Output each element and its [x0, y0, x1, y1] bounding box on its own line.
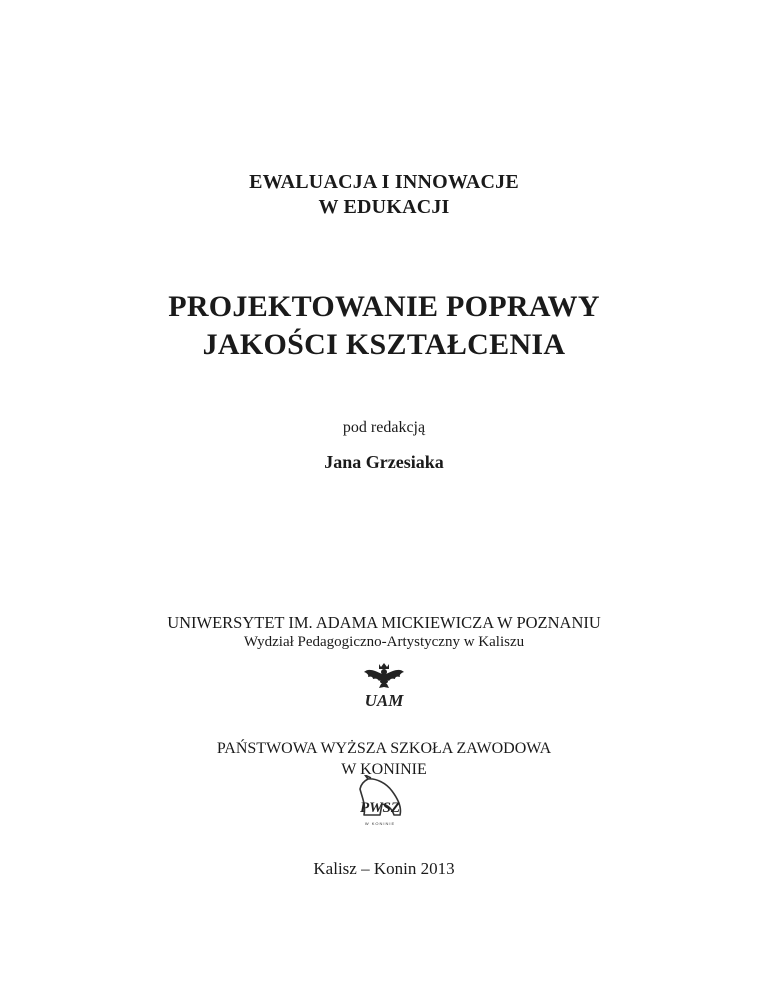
faculty-name: Wydział Pedagogiczno-Artystyczny w Kaliszu [243, 634, 525, 650]
book-title-line-2: JAKOŚCI KSZTAŁCENIA [202, 328, 566, 361]
pwsz-logo-text: PWSZ [359, 800, 401, 816]
uam-eagle-logo-icon [352, 662, 416, 708]
imprint-place-year: Kalisz – Konin 2013 [313, 859, 455, 878]
university-name: UNIWERSYTET IM. ADAMA MICKIEWICZA W POZNANIU [167, 613, 601, 632]
series-title-line-1: EWALUACJA I INNOWACJE [249, 171, 519, 193]
school-name-line-2: W KONINIE [341, 761, 427, 778]
editor-name: Jana Grzesiaka [324, 452, 444, 472]
pwsz-horse-logo-icon [340, 775, 420, 831]
school-name-line-1: PAŃSTWOWA WYŻSZA SZKOŁA ZAWODOWA [216, 740, 552, 757]
book-title [0, 288, 768, 364]
series-title [0, 170, 768, 220]
series-title-line-2: W EDUKACJI [318, 196, 450, 218]
uam-logo-text: UAM [364, 691, 404, 708]
book-title-line-1: PROJEKTOWANIE POPRAWY [168, 290, 600, 323]
editor-label: pod redakcją [342, 419, 426, 436]
pwsz-logo-subtext: W KONINIE [364, 821, 396, 826]
school-name [0, 738, 768, 780]
